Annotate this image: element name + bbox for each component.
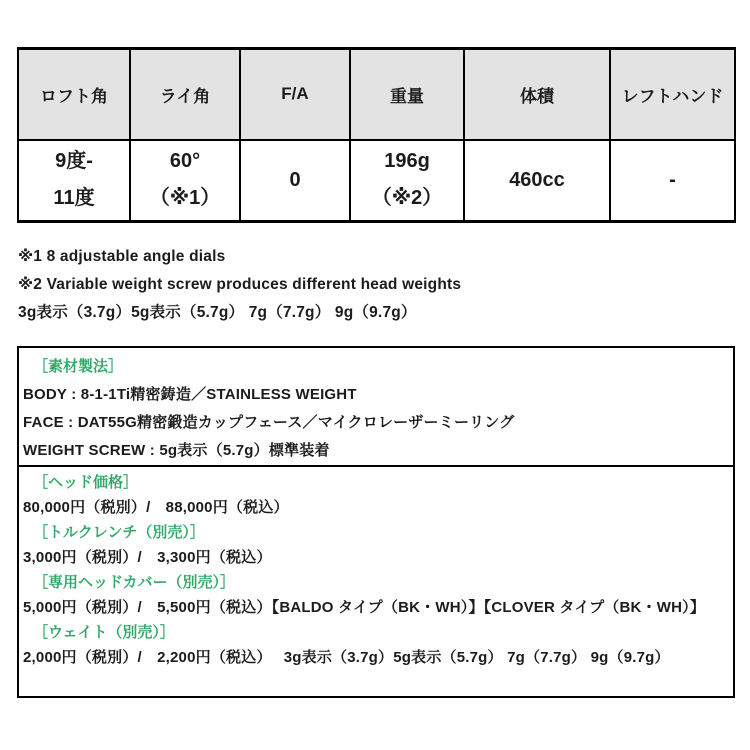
value-line: 460cc: [509, 168, 565, 191]
spec-table: [17, 47, 736, 223]
price-item-torque-wrench: [23, 520, 715, 570]
value-line: 60°: [169, 150, 201, 173]
header-loft-angle: ロフト角: [18, 49, 130, 140]
value-line: （※1）: [149, 187, 221, 210]
value-lie-angle: [130, 140, 240, 222]
price-item-value: 2,000円（税別）/ 2,200円（税込） 3g表示（3.7g）5g表示（5.7g） 7g（7.7g） 9g（9.7g）: [23, 649, 670, 666]
price-item-value: 3,000円（税別）/ 3,300円（税込）: [23, 549, 272, 566]
value-line: （※2）: [371, 187, 443, 210]
footnotes: [18, 243, 734, 327]
material-face-line: FACE : DAT55G精密鍛造カップフェース／マイクロレーザーミーリング: [23, 414, 515, 431]
header-volume: 体積: [464, 49, 610, 140]
value-line: 9度-: [55, 150, 93, 173]
price-item-value: 80,000円（税別）/ 88,000円（税込）: [23, 499, 289, 516]
value-line: -: [669, 168, 676, 191]
value-left-hand: [610, 140, 735, 222]
footnote-weights: 3g表示（3.7g）5g表示（5.7g） 7g（7.7g） 9g（9.7g）: [18, 304, 417, 321]
header-weight: 重量: [350, 49, 464, 140]
value-volume: [464, 140, 610, 222]
price-item-weight: [23, 620, 715, 670]
value-line: 0: [289, 168, 301, 191]
value-loft-angle: [18, 140, 130, 222]
footnote-1: ※1 8 adjustable angle dials: [18, 248, 226, 265]
price-item-head: [23, 470, 715, 520]
spec-header-row: [18, 49, 735, 140]
value-weight: [350, 140, 464, 222]
header-left-hand: レフトハンド: [610, 49, 735, 140]
price-item-heading: ［ヘッド価格］: [33, 474, 139, 491]
info-box: [17, 346, 735, 698]
material-body-line: BODY : 8-1-1Ti精密鋳造／STAINLESS WEIGHT: [23, 386, 357, 403]
spec-value-row: [18, 140, 735, 222]
price-item-heading: ［ウェイト（別売）］: [33, 624, 175, 641]
footnote-2: ※2 Variable weight screw produces different head weights: [18, 276, 462, 293]
header-lie-angle: ライ角: [130, 49, 240, 140]
material-section: [19, 348, 733, 467]
value-line: 11度: [53, 187, 95, 210]
material-section-heading: ［素材製法］: [33, 358, 124, 375]
price-section: [19, 467, 733, 696]
price-item-heading: ［専用ヘッドカバー（別売）］: [33, 574, 236, 591]
value-line: 196g: [384, 150, 430, 173]
material-weight-screw-line: WEIGHT SCREW : 5g表示（5.7g）標準装着: [23, 442, 330, 459]
value-face-angle: [240, 140, 350, 222]
price-item-heading: ［トルクレンチ（別売）］: [33, 524, 205, 541]
price-item-head-cover: [23, 570, 715, 620]
price-item-value: 5,000円（税別）/ 5,500円（税込）【BALDO タイプ（BK・WH）】【CLOVER タイプ（BK・WH）】: [23, 599, 706, 616]
header-face-angle: F/A: [240, 49, 350, 140]
